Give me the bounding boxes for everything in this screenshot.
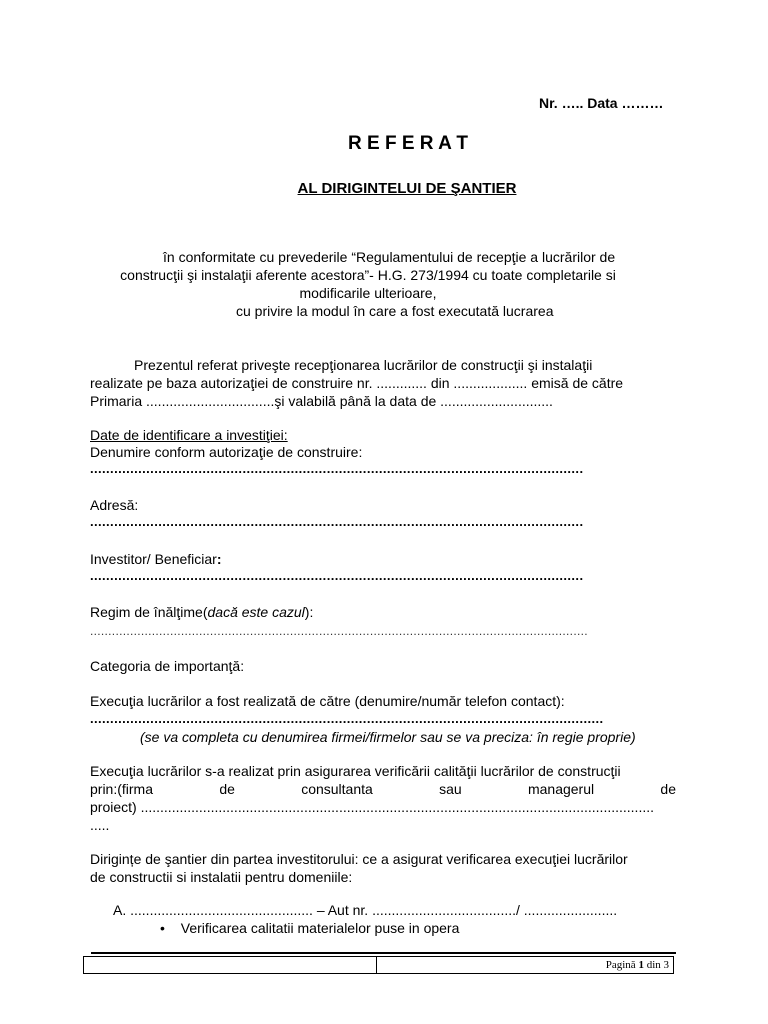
execution-label: Execuţia lucrărilor a fost realizată de către (denumire/număr telefon contact): bbox=[90, 693, 565, 709]
address-dots: ........................................................................................................................... bbox=[90, 514, 584, 529]
address-label: Adresă: bbox=[90, 497, 139, 513]
diriginte-line: de constructii si instalatii pentru domeniile: bbox=[90, 869, 353, 885]
identification-heading: Date de identificare a investiţiei: bbox=[90, 427, 288, 443]
paragraph-line: realizate pe baza autorizaţiei de construire nr. ............. din ................... emisă de către bbox=[90, 375, 624, 391]
document-title: R E F E R A T bbox=[348, 133, 468, 154]
page-indicator-prefix: Pagină bbox=[605, 959, 639, 971]
category-label: Categoria de importanţă: bbox=[90, 658, 245, 674]
verification-word: de bbox=[660, 781, 676, 797]
execution-dots: ................................................................................................................................ bbox=[90, 711, 604, 726]
height-label-c: ): bbox=[304, 604, 314, 620]
investor-colon: : bbox=[216, 551, 222, 567]
height-dots: ......................................................................................................................................... bbox=[90, 624, 588, 638]
investor-label-text: Investitor/ Beneficiar bbox=[90, 551, 217, 567]
page-number: 1 bbox=[638, 959, 644, 971]
bullet-icon: • bbox=[160, 920, 165, 936]
intro-line: construcţii şi instalaţii aferente acestora”- H.G. 273/1994 cu toate completarile si bbox=[120, 267, 616, 283]
footer-cell-left bbox=[84, 957, 377, 973]
verification-word: consultanta bbox=[301, 781, 373, 797]
verification-line-justified bbox=[90, 781, 676, 797]
footer-rule bbox=[91, 952, 676, 954]
verification-word: prin:(firma bbox=[90, 781, 154, 797]
bullet-item bbox=[160, 920, 459, 936]
investor-dots: ........................................................................................................................... bbox=[90, 568, 584, 583]
height-label bbox=[90, 604, 313, 620]
diriginte-line: Dirigințe de şantier din partea investitorului: ce a asigurat verificarea execuţiei lucrărilor bbox=[90, 851, 628, 867]
intro-line: modificarile ulterioare, bbox=[299, 285, 437, 301]
footer-table bbox=[83, 956, 674, 974]
document-number-date: Nr. ….. Data ……… bbox=[539, 95, 664, 111]
intro-line: în conformitate cu prevederile “Regulamentului de recepţie a lucrărilor de bbox=[163, 249, 616, 265]
paragraph-line: Prezentul referat priveşte recepţionarea lucrărilor de construcţii şi instalaţii bbox=[134, 357, 593, 373]
verification-word: sau bbox=[439, 781, 462, 797]
bullet-text: Verificarea calitatii materialelor puse in opera bbox=[180, 920, 460, 936]
verification-line: Execuţia lucrărilor s-a realizat prin asigurarea verificării calităţii lucrărilor de construcţii bbox=[90, 763, 621, 779]
domain-item-a: A. ............................................... – Aut nr. ...................................../ ........................ bbox=[113, 902, 618, 918]
verification-word: de bbox=[219, 781, 235, 797]
height-label-b: dacă este cazul bbox=[207, 604, 305, 620]
verification-line: ..... bbox=[90, 817, 110, 833]
verification-line: proiect) .................................................................................................................................... bbox=[90, 799, 655, 815]
verification-word: managerul bbox=[527, 781, 595, 797]
height-label-a: Regim de înălţime( bbox=[90, 604, 208, 620]
intro-line: cu privire la modul în care a fost executată lucrarea bbox=[236, 303, 554, 319]
paragraph-line: Primaria .................................şi valabilă până la data de ............................. bbox=[90, 393, 553, 409]
name-label: Denumire conform autorizaţie de construire: bbox=[90, 444, 363, 460]
investor-label bbox=[90, 551, 222, 567]
page-indicator-suffix: din 3 bbox=[643, 959, 669, 971]
name-dots: ........................................................................................................................... bbox=[90, 461, 584, 476]
execution-note: (se va completa cu denumirea firmei/firmelor sau se va preciza: în regie proprie) bbox=[140, 729, 636, 745]
page-indicator bbox=[377, 957, 673, 973]
document-subtitle: AL DIRIGINTELUI DE ŞANTIER bbox=[297, 180, 517, 197]
